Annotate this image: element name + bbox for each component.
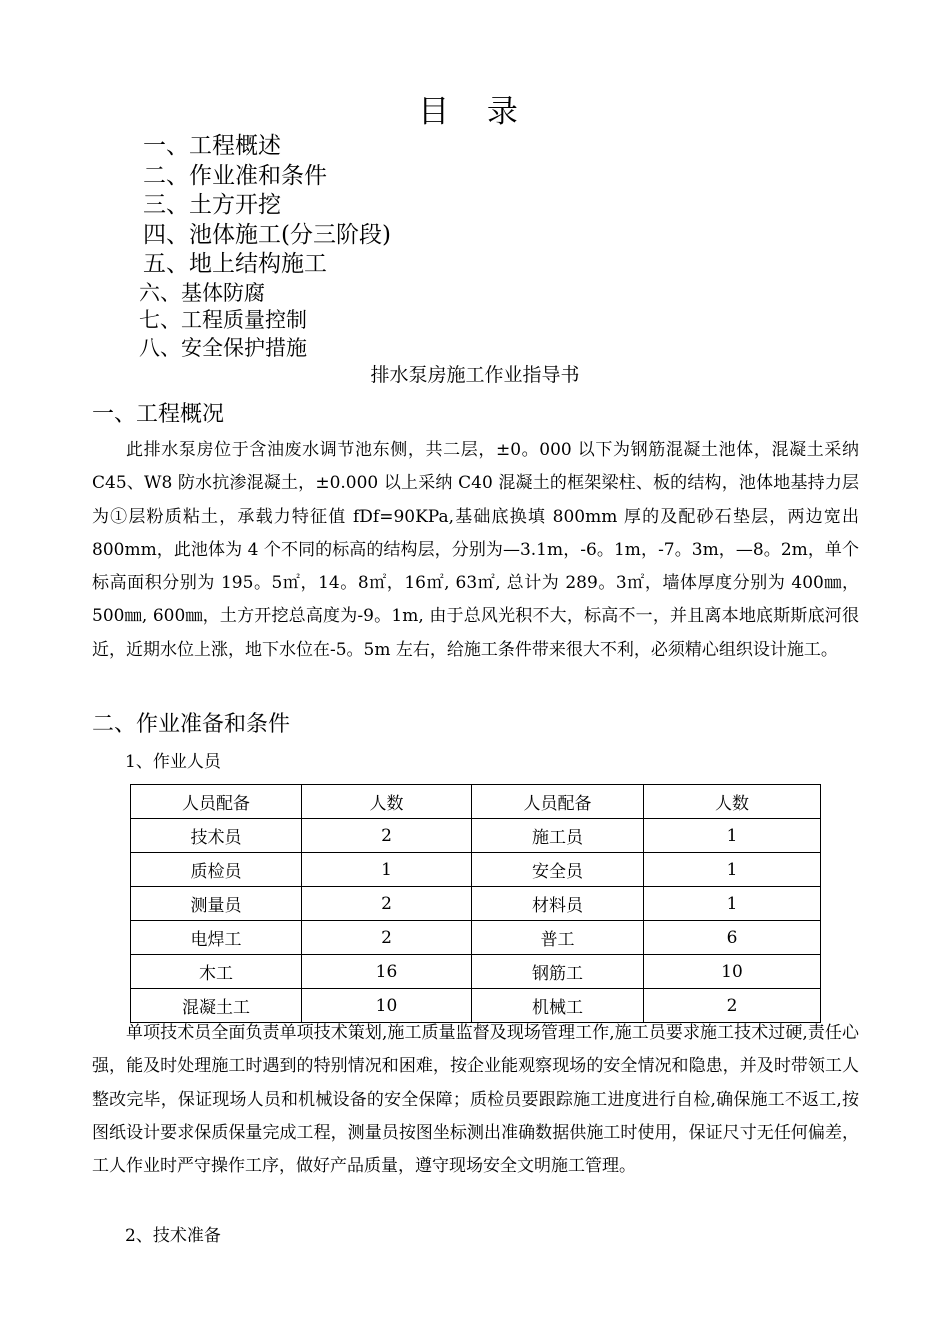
table-row: [131, 853, 821, 887]
table-cell: 施工员: [472, 819, 644, 853]
table-cell: 2: [302, 921, 472, 955]
table-cell: 6: [644, 921, 821, 955]
table-cell: 机械工: [472, 989, 644, 1023]
table-cell: 16: [302, 955, 472, 989]
toc-item: 七、工程质量控制: [139, 308, 307, 332]
toc-title: 目 录: [418, 94, 532, 130]
document-title: 排水泵房施工作业指导书: [370, 364, 580, 386]
table-cell: 普工: [472, 921, 644, 955]
toc-item: 一、工程概述: [143, 133, 281, 159]
table-cell: 10: [644, 955, 821, 989]
table-cell: 技术员: [131, 819, 302, 853]
table-cell: 安全员: [472, 853, 644, 887]
subheading-personnel: 1、作业人员: [125, 752, 221, 772]
table-cell: 2: [644, 989, 821, 1023]
toc-item: 二、作业准和条件: [143, 162, 327, 189]
table-row: [131, 819, 821, 853]
table-cell: 钢筋工: [472, 955, 644, 989]
section-heading-preparation: 二、作业准备和条件: [92, 712, 291, 737]
toc-item: 八、安全保护措施: [139, 335, 307, 360]
table-cell: 2: [302, 887, 472, 921]
personnel-duties-paragraph: 单项技术员全面负责单项技术策划,施工质量监督及现场管理工作,施工员要求施工技术过硬,责任心强，能及时处理施工时遇到的特别情况和困难，按企业能观察现场的安全情况和隐患，并及时带领工人整改完毕，保证现场人员和机械设备的安全保障；质检员要跟踪施工进度进行自检,确保施工不返工,按图纸设计要求保质保量完成工程，测量员按图坐标测出准确数据供施工时使用，保证尺寸无任何偏差，工人作业时严守操作工序，做好产品质量，遵守现场安全文明施工管理。: [92, 1023, 859, 1177]
table-cell: 质检员: [131, 853, 302, 887]
toc-item: 六、基体防腐: [139, 280, 265, 305]
table-cell: 1: [302, 853, 472, 887]
table-row: [131, 955, 821, 989]
table-cell: 材料员: [472, 887, 644, 921]
toc-item: 四、池体施工(分三阶段): [143, 221, 391, 248]
table-cell: 1: [644, 887, 821, 921]
table-header-cell: 人数: [644, 785, 821, 819]
table-cell: 电焊工: [131, 921, 302, 955]
table-header-cell: 人数: [302, 785, 472, 819]
table-cell: 1: [644, 853, 821, 887]
table-header-cell: 人员配备: [472, 785, 644, 819]
table-cell: 混凝土工: [131, 989, 302, 1023]
table-of-contents: [139, 132, 391, 362]
subheading-technical-preparation: 2、技术准备: [125, 1226, 221, 1246]
table-header-cell: 人员配备: [131, 785, 302, 819]
table-cell: 测量员: [131, 887, 302, 921]
table-row: [131, 921, 821, 955]
table-cell: 10: [302, 989, 472, 1023]
table-row: [131, 887, 821, 921]
table-header-row: [131, 785, 821, 819]
toc-item: 三、土方开挖: [143, 192, 281, 218]
table-cell: 1: [644, 819, 821, 853]
table-cell: 2: [302, 819, 472, 853]
overview-paragraph: 此排水泵房位于含油废水调节池东侧，共二层，±0。000 以下为钢筋混凝土池体，混凝土采纳 C45、W8 防水抗渗混凝土，±0.000 以上采纳 C40 混凝土的框架梁柱、板的结构，池体地基持力层为①层粉质粘土，承载力特征值 fDf=90KPa,基础底换填 800mm 厚的及配砂石垫层，两边宽出 800mm，此池体为 4 个不同的标高的结构层，分别为—3.1m，-6。1m，-7。3m，—8。2m，单个标高面积分别为 195。5㎡，14。8㎡，16㎡, 63㎡, 总计为 289。3㎡，墙体厚度分别为 400㎜，500㎜, 600㎜，土方开挖总高度为-9。1m, 由于总风光积不大，标高不一，并且离本地底斯斯底河很近，近期水位上涨，地下水位在-5。5m 左右，给施工条件带来很大不利，必须精心组织设计施工。: [92, 440, 859, 660]
personnel-table: [130, 784, 821, 1023]
section-heading-overview: 一、工程概况: [92, 402, 225, 427]
table-cell: 木工: [131, 955, 302, 989]
toc-item: 五、地上结构施工: [143, 251, 327, 277]
